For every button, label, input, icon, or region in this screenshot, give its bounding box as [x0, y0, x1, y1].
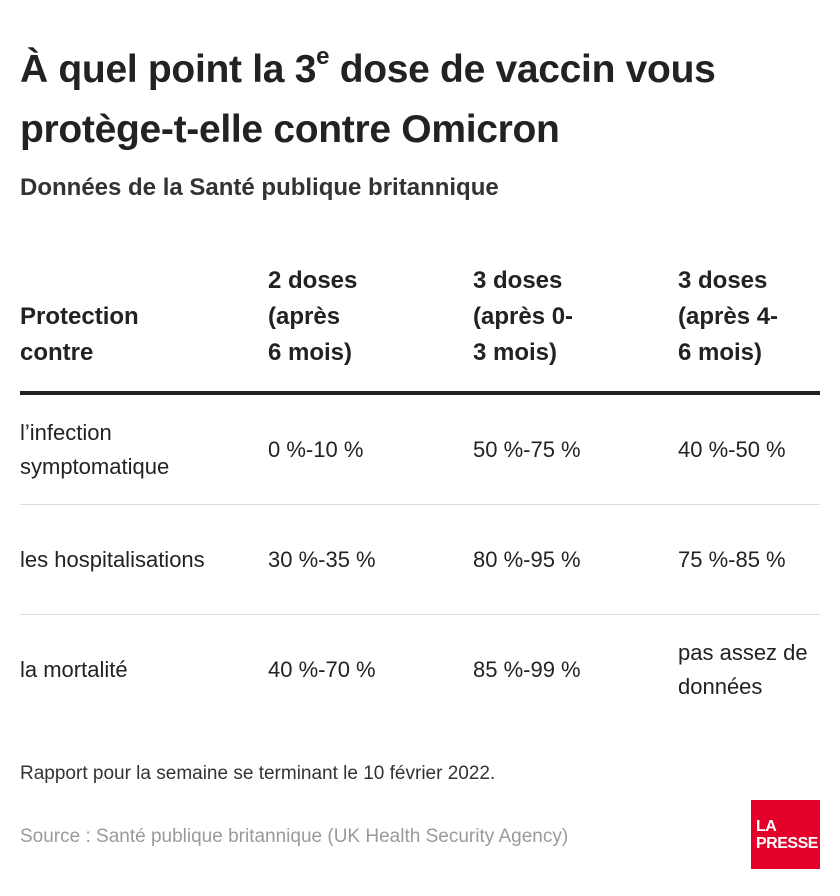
- logo-line-2: PRESSE: [756, 834, 818, 852]
- cell-3-doses-4-6: 75 %-85 %: [678, 546, 786, 572]
- report-note: Rapport pour la semaine se terminant le 10 février 2022.: [20, 763, 496, 784]
- cell-3-doses-4-6: 40 %-50 %: [678, 436, 786, 462]
- row-label: les hospitalisations: [20, 546, 205, 572]
- table-header: [20, 264, 820, 395]
- header-protection: [20, 299, 250, 371]
- table-row: [20, 505, 820, 615]
- header-line: 2 doses: [268, 267, 358, 294]
- title-superscript: e: [316, 43, 330, 70]
- title-part-1: À quel point la 3: [20, 48, 317, 91]
- cell-2-doses: 40 %-70 %: [268, 656, 376, 682]
- header-line: (après 0-: [473, 303, 574, 330]
- cell-3-doses-4-6: pas assez de données: [678, 639, 808, 699]
- header-3-doses-0-3: [473, 263, 603, 371]
- source-credit: Source : Santé publique britannique (UK Health Security Agency): [20, 826, 569, 847]
- header-line: (après: [268, 303, 341, 330]
- header-line: 6 mois): [268, 339, 353, 366]
- header-line: (après 4-: [678, 303, 779, 330]
- cell-2-doses: 30 %-35 %: [268, 546, 376, 572]
- cell-2-doses: 0 %-10 %: [268, 436, 364, 462]
- cell-3-doses-0-3: 50 %-75 %: [473, 436, 581, 462]
- row-label: la mortalité: [20, 656, 128, 682]
- header-line: 3 mois): [473, 339, 558, 366]
- cell-3-doses-0-3: 85 %-99 %: [473, 656, 581, 682]
- header-line: contre: [20, 339, 94, 366]
- row-label: l’infection symptomatique: [20, 419, 170, 479]
- header-line: 6 mois): [678, 339, 763, 366]
- header-3-doses-4-6: [678, 263, 808, 371]
- header-2-doses: [268, 263, 388, 371]
- la-presse-logo: [751, 800, 820, 869]
- page-title: [20, 40, 820, 160]
- table-row: [20, 615, 820, 724]
- cell-3-doses-0-3: 80 %-95 %: [473, 546, 581, 572]
- protection-table: [20, 264, 820, 724]
- title-part-2: dose de vaccin vous protège-t-elle contre Omicron: [20, 48, 716, 151]
- page-subtitle: Données de la Santé publique britannique: [20, 174, 499, 201]
- header-line: 3 doses: [678, 267, 768, 294]
- logo-line-1: LA: [756, 817, 777, 835]
- header-line: Protection: [20, 303, 139, 330]
- table-row: [20, 395, 820, 505]
- header-line: 3 doses: [473, 267, 563, 294]
